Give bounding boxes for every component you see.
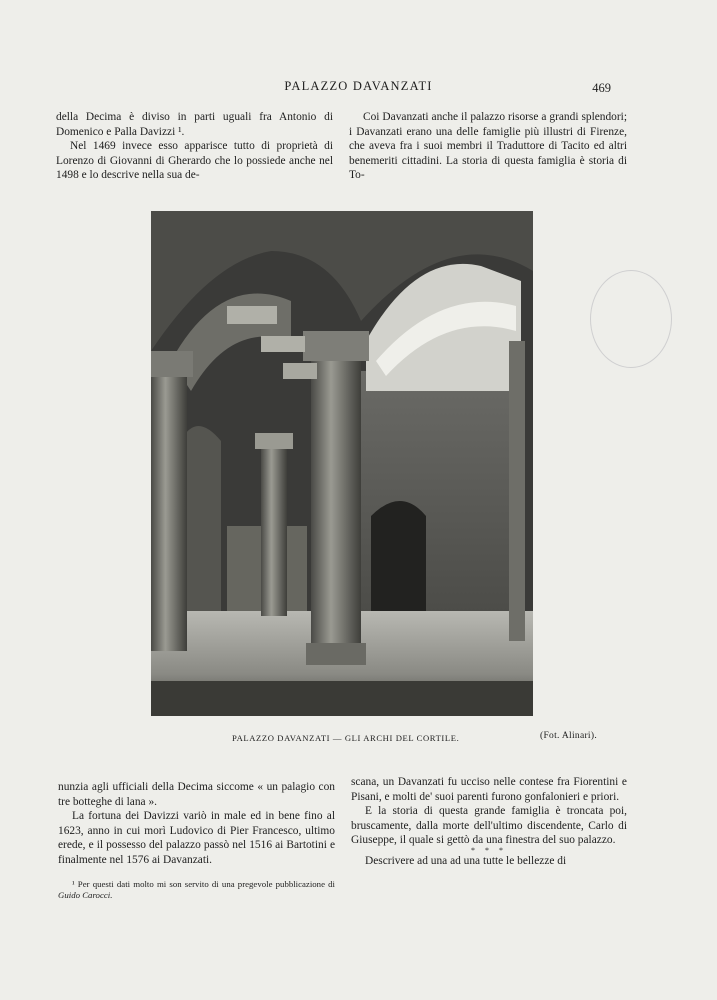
page-number: 469 xyxy=(592,81,611,95)
photo-credit: (Fot. Alinari). xyxy=(540,731,598,741)
library-stamp-mark xyxy=(590,270,672,368)
paragraph: Coi Davanzati anche il palazzo risorse a grandi splendori; i Davanzati erano una delle famiglie più illustri di Firenze, che aveva fra i suoi membri il Traduttore di Tacito ed altri benemeriti cittadini. La storia di questa famiglia è storia di To- xyxy=(349,111,627,182)
top-left-column xyxy=(56,110,333,183)
paragraph: Nel 1469 invece esso apparisce tutto di proprietà di Lorenzo di Giovanni di Gherardo che lo possiede anche nel 1498 e lo descrive nella sua de- xyxy=(56,140,333,182)
footnote-author: Guido Carocci. xyxy=(58,889,113,900)
photo-caption: PALAZZO DAVANZATI — GLI ARCHI DEL CORTILE. xyxy=(232,733,460,743)
bottom-left-column xyxy=(58,780,335,901)
section-ornament: * * * xyxy=(471,845,507,855)
courtyard-photo-illustration xyxy=(151,211,533,716)
top-right-column xyxy=(349,110,627,183)
bottom-right-column xyxy=(351,775,627,869)
paragraph: scana, un Davanzati fu ucciso nelle contese fra Fiorentini e Pisani, e molti de' suoi parenti furono gonfalonieri e priori. xyxy=(351,776,627,803)
running-title: PALAZZO DAVANZATI xyxy=(284,79,433,93)
paragraph: E la storia di questa grande famiglia è troncata poi, bruscamente, dalla morte dell'ultimo discendente, Carlo di Giuseppe, il quale si gettò da una finestra del suo palazzo. xyxy=(351,805,627,847)
paragraph: Descrivere ad una ad una tutte le bellezze di xyxy=(365,854,567,867)
footnote xyxy=(58,879,335,901)
footnote-text: ¹ Per questi dati molto mi son servito di una pregevole pubblicazione di xyxy=(72,878,335,889)
paragraph: La fortuna dei Davizzi variò in male ed in bene fino al 1623, anno in cui morì Ludovico di Pier Francesco, ultimo erede, e il possesso del palazzo passò nel 1516 ai Bartotini e finalmente nel 1576 ai Davanzati. xyxy=(58,810,335,866)
paragraph: della Decima è diviso in parti uguali fra Antonio di Domenico e Palla Davizzi ¹. xyxy=(56,111,333,138)
paragraph: nunzia agli ufficiali della Decima siccome « un palagio con tre botteghe di lana ». xyxy=(58,781,335,808)
courtyard-arches-photo xyxy=(151,211,533,716)
